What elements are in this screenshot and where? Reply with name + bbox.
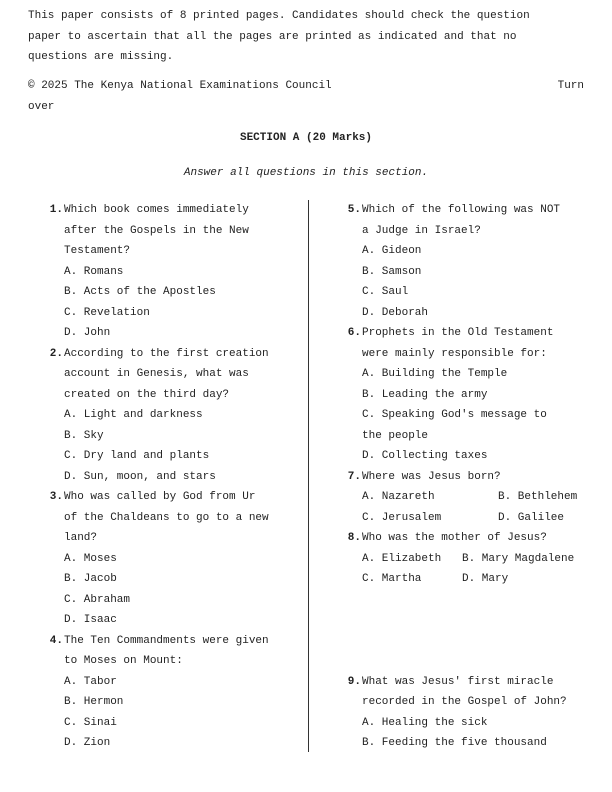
question-number: 8. xyxy=(347,532,361,544)
copyright-text: © 2025 The Kenya National Examinations Council xyxy=(28,80,332,92)
option-c: C. Saul xyxy=(362,286,409,298)
option-d: D. Deborah xyxy=(362,306,429,319)
question-number: 2. xyxy=(49,347,63,360)
left-column xyxy=(44,200,298,754)
option-b: B. Mary Magdalene xyxy=(462,552,575,565)
question-number: 7. xyxy=(347,470,361,483)
column-divider xyxy=(308,200,309,752)
question-5 xyxy=(342,200,602,323)
question-text: Prophets in the Old Testament xyxy=(362,327,554,339)
question-number: 4. xyxy=(49,634,63,647)
question-text: after the Gospels in the New xyxy=(64,224,249,237)
question-text: a Judge in Israel? xyxy=(362,224,481,237)
option-c: C. Revelation xyxy=(64,306,150,319)
question-text: of the Chaldeans to go to a new xyxy=(64,511,269,524)
option-a: A. Gideon xyxy=(362,245,422,257)
turn-label: Turn xyxy=(557,80,584,92)
question-text: recorded in the Gospel of John? xyxy=(362,696,567,708)
intro-line: This paper consists of 8 printed pages. Candidates should check the question xyxy=(28,10,530,22)
section-instruction: Answer all questions in this section. xyxy=(183,167,429,179)
option-b: B. Hermon xyxy=(64,696,124,708)
question-1 xyxy=(44,200,298,344)
question-text: Which book comes immediately xyxy=(64,204,249,216)
option-b: B. Bethlehem xyxy=(498,491,578,503)
question-text: Who was the mother of Jesus? xyxy=(362,532,547,544)
question-text: land? xyxy=(64,532,98,544)
option-a: A. Building the Temple xyxy=(362,368,508,380)
option-d: D. Sun, moon, and stars xyxy=(64,470,216,483)
question-3 xyxy=(44,487,298,631)
option-b: B. Samson xyxy=(362,265,422,278)
question-text: What was Jesus' first miracle xyxy=(362,675,554,688)
option-b: B. Feeding the five thousand xyxy=(362,737,547,749)
copyright-line xyxy=(28,76,584,117)
option-a: A. Moses xyxy=(64,552,117,565)
column-gap xyxy=(342,590,602,672)
question-text: to Moses on Mount: xyxy=(64,655,183,667)
option-a: A. Light and darkness xyxy=(64,409,203,421)
option-c: C. Speaking God's message to xyxy=(362,409,547,421)
question-text: were mainly responsible for: xyxy=(362,347,547,360)
option-a: A. Nazareth xyxy=(362,491,435,503)
intro-line: paper to ascertain that all the pages are printed as indicated and that no xyxy=(28,30,517,43)
over-label: over xyxy=(28,100,55,113)
option-c-continued: the people xyxy=(362,429,429,442)
option-d: D. Galilee xyxy=(498,511,565,524)
option-a: A. Elizabeth xyxy=(362,552,442,565)
option-d: D. Zion xyxy=(64,737,111,749)
question-8 xyxy=(342,528,602,590)
intro-notice xyxy=(28,6,588,68)
option-a: A. Romans xyxy=(64,265,124,278)
option-d: D. John xyxy=(64,327,111,339)
question-number: 3. xyxy=(49,491,63,503)
question-6 xyxy=(342,323,602,467)
question-number: 9. xyxy=(347,675,361,688)
question-text: Who was called by God from Ur xyxy=(64,491,256,503)
intro-line: questions are missing. xyxy=(28,51,174,63)
option-d: D. Mary xyxy=(462,573,509,585)
question-7 xyxy=(342,467,602,529)
question-text: Which of the following was NOT xyxy=(362,204,561,216)
option-b: B. Acts of the Apostles xyxy=(64,286,216,298)
option-d: D. Isaac xyxy=(64,614,117,626)
option-c: C. Sinai xyxy=(64,716,117,729)
right-column xyxy=(342,200,602,754)
question-text: Testament? xyxy=(64,245,131,257)
option-c: C. Abraham xyxy=(64,593,131,606)
option-b: B. Sky xyxy=(64,429,104,442)
option-c: C. Jerusalem xyxy=(362,511,442,524)
option-b: B. Jacob xyxy=(64,573,117,585)
question-number: 6. xyxy=(347,327,361,339)
question-text: According to the first creation xyxy=(64,347,269,360)
question-text: created on the third day? xyxy=(64,388,230,401)
question-9 xyxy=(342,672,602,754)
option-a: A. Healing the sick xyxy=(362,716,488,729)
section-title: SECTION A (20 Marks) xyxy=(239,132,373,144)
question-text: Where was Jesus born? xyxy=(362,470,501,483)
question-text: The Ten Commandments were given xyxy=(64,634,269,647)
question-text: account in Genesis, what was xyxy=(64,368,249,380)
option-a: A. Tabor xyxy=(64,675,117,688)
question-number: 5. xyxy=(347,204,361,216)
option-c: C. Dry land and plants xyxy=(64,450,210,462)
option-d: D. Collecting taxes xyxy=(362,450,488,462)
option-c: C. Martha xyxy=(362,573,422,585)
question-number: 1. xyxy=(49,204,63,216)
option-b: B. Leading the army xyxy=(362,388,488,401)
question-2 xyxy=(44,344,298,488)
question-4 xyxy=(44,631,298,754)
